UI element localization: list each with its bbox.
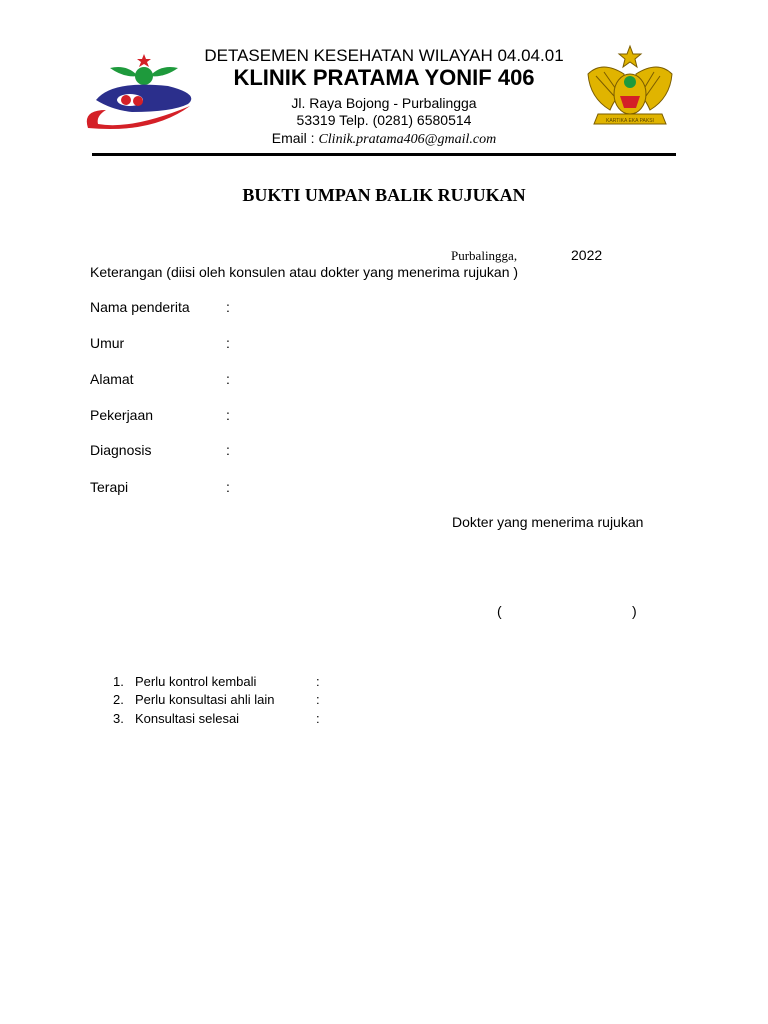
organization-name: DETASEMEN KESEHATAN WILAYAH 04.04.01 bbox=[204, 46, 564, 65]
field-separator: : bbox=[226, 371, 230, 387]
followup-item bbox=[113, 711, 320, 726]
field-label: Terapi bbox=[90, 479, 129, 495]
followup-item bbox=[113, 692, 320, 707]
followup-item bbox=[113, 674, 320, 689]
clinic-email bbox=[0, 130, 768, 148]
field-separator: : bbox=[226, 479, 230, 495]
document-title: BUKTI UMPAN BALIK RUJUKAN bbox=[242, 185, 526, 205]
field-label: Pekerjaan bbox=[90, 407, 154, 423]
clinic-name: KLINIK PRATAMA YONIF 406 bbox=[233, 65, 535, 90]
field-label: Alamat bbox=[90, 371, 134, 387]
field-separator: : bbox=[226, 299, 230, 315]
email-link[interactable]: Clinik.pratama406@gmail.com bbox=[318, 132, 497, 147]
clinic-address: Jl. Raya Bojong - Purbalingga bbox=[291, 95, 477, 111]
followup-text: Perlu kontrol kembali bbox=[135, 674, 257, 689]
field-label: Diagnosis bbox=[90, 442, 152, 458]
email-label: Email : bbox=[271, 130, 319, 146]
svg-text:KARTIKA EKA PAKSI: KARTIKA EKA PAKSI bbox=[606, 118, 654, 124]
field-diagnosis bbox=[90, 442, 230, 458]
followup-text: Perlu konsultasi ahli lain bbox=[135, 692, 275, 707]
field-separator: : bbox=[226, 335, 230, 351]
field-label: Umur bbox=[90, 335, 125, 351]
followup-number: 2. bbox=[113, 692, 124, 707]
followup-separator: : bbox=[316, 692, 320, 707]
place-label: Purbalingga, bbox=[451, 248, 518, 263]
followup-number: 1. bbox=[113, 674, 124, 689]
keterangan-text: Keterangan (diisi oleh konsulen atau dokter yang menerima rujukan ) bbox=[90, 264, 519, 280]
field-alamat bbox=[90, 371, 230, 387]
signature-close-paren: ) bbox=[632, 603, 637, 619]
field-separator: : bbox=[226, 407, 230, 423]
followup-separator: : bbox=[316, 674, 320, 689]
field-terapi bbox=[90, 479, 230, 495]
field-label: Nama penderita bbox=[90, 299, 190, 315]
followup-separator: : bbox=[316, 711, 320, 726]
followup-text: Konsultasi selesai bbox=[135, 711, 240, 726]
field-nama-penderita bbox=[90, 299, 230, 315]
signature-open-paren: ( bbox=[497, 603, 502, 619]
clinic-phone: 53319 Telp. (0281) 6580514 bbox=[296, 112, 472, 128]
field-separator: : bbox=[226, 442, 230, 458]
signature-label: Dokter yang menerima rujukan bbox=[452, 514, 644, 530]
field-umur bbox=[90, 335, 230, 351]
field-pekerjaan bbox=[90, 407, 230, 423]
header-divider bbox=[92, 153, 676, 156]
year-label: 2022 bbox=[571, 247, 603, 263]
followup-number: 3. bbox=[113, 711, 124, 726]
